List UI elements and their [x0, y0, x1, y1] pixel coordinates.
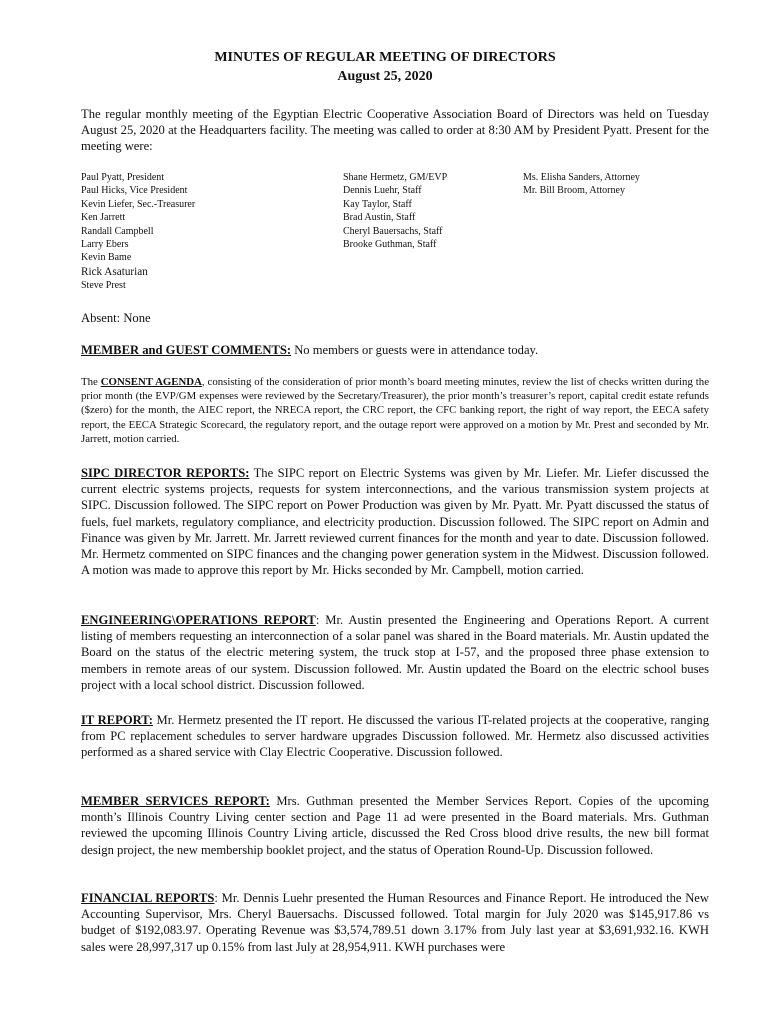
absent-line: Absent: None	[81, 311, 151, 325]
member-guest-comments	[81, 342, 709, 358]
section-heading: IT REPORT:	[81, 713, 153, 727]
attendee: Dennis Luehr, Staff	[343, 185, 422, 197]
section-heading: MEMBER SERVICES REPORT:	[81, 794, 270, 808]
attendee: Shane Hermetz, GM/EVP	[343, 172, 448, 183]
section-text: Mrs. Guthman presented the Member Services Report. Copies of the upcoming month’s Illinois Country Living center section and Page 11 ad were presented in the Board materials. Mrs. Guthman reviewed the upcoming Illinois Country Living article, discussed the Red Cross blood drive results, the new bill format design project, the new membership booklet project, and the status of Operation Round-Up. Discussion followed.	[81, 794, 709, 857]
attendee: Kevin Bame	[81, 252, 132, 264]
financial-reports	[81, 890, 709, 955]
attendees-attorneys	[523, 171, 640, 198]
section-text: Mr. Hermetz presented the IT report. He discussed the various IT-related projects at the cooperative, ranging from PC replacement schedules to server hardware upgrades Discussion followed. Mr. Hermetz also discussed activities performed as a shared service with Clay Electric Cooperative. Discussion followed.	[81, 713, 709, 760]
attendee: Mr. Bill Broom, Attorney	[523, 185, 625, 197]
section-heading: ENGINEERING\OPERATIONS REPORT	[81, 613, 316, 627]
attendee: Cheryl Bauersachs, Staff	[343, 225, 443, 237]
attendee: Larry Ebers	[81, 239, 129, 251]
attendee: Steve Prest	[81, 279, 126, 291]
section-text: The SIPC report on Electric Systems was given by Mr. Liefer. Mr. Liefer discussed the current electric systems projects, requests for system interconnections, and the various transmission system projects at SIPC. Discussion followed. The SIPC report on Power Production was given by Mr. Pyatt. Mr. Pyatt discussed the status of fuels, fuel markets, regulatory compliance, and electricity production. Discussion followed. The SIPC report on Admin and Finance was given by Mr. Jarrett. Mr. Jarrett reviewed current finances for the month and year to date. Discussion followed. Mr. Hermetz commented on SIPC finances and the changing power generation system in the Midwest. Discussion followed. A motion was made to approve this report by Mr. Hicks seconded by Mr. Campbell, motion carried.	[81, 466, 709, 578]
attendee: Kay Taylor, Staff	[343, 198, 412, 210]
consent-agenda	[81, 375, 709, 446]
intro-paragraph: The regular monthly meeting of the Egyptian Electric Cooperative Association Board of Directors was held on Tuesday August 25, 2020 at the Headquarters facility. The meeting was called to order at 8:30 AM by President Pyatt. Present for the meeting were:	[81, 107, 709, 154]
attendee: Brooke Guthman, Staff	[343, 239, 437, 251]
section-heading: SIPC DIRECTOR REPORTS:	[81, 466, 250, 480]
attendee: Brad Austin, Staff	[343, 212, 416, 224]
document-title: MINUTES OF REGULAR MEETING OF DIRECTORS	[214, 50, 556, 65]
section-text: No members or guests were in attendance today.	[291, 343, 539, 357]
sipc-director-reports	[81, 465, 709, 578]
section-heading: MEMBER and GUEST COMMENTS:	[81, 343, 292, 357]
attendee: Rick Asaturian	[81, 265, 148, 278]
attendee: Ken Jarrett	[81, 212, 126, 224]
attendee: Paul Hicks, Vice President	[81, 185, 188, 197]
attendee: Kevin Liefer, Sec.-Treasurer	[81, 198, 196, 210]
section-heading: CONSENT AGENDA	[100, 376, 202, 388]
meeting-date: August 25, 2020	[337, 69, 433, 84]
section-text: , consisting of the consideration of prior month’s board meeting minutes, review the list of checks written during the prior month (the EVP/GM expenses were reviewed by the Secretary/Treasurer), the prior month’s treasurer’s report, capital credit estate refunds ($zero) for the month, the AIEC report, the NRECA report, the CRC report, the CFC banking report, the right of way report, the EECA safety report, the EECA Strategic Scorecard, the regulatory report, and the outage report were approved on a motion by Mr. Prest and seconded by Mr. Jarrett, motion carried.	[81, 376, 709, 445]
attendee: Randall Campbell	[81, 225, 154, 237]
attendee: Paul Pyatt, President	[81, 172, 165, 183]
engineering-operations-report	[81, 612, 709, 693]
section-text: : Mr. Dennis Luehr presented the Human Resources and Finance Report. He introduced the New Accounting Supervisor, Mrs. Cheryl Bauersachs. Discussed followed. Total margin for July 2020 was $145,917.86 vs budget of $192,083.97. Operating Revenue was $3,574,789.51 down 3.17% from July last year at $3,691,932.16. KWH sales were 28,997,317 up 0.15% from last July at 28,954,911. KWH purchases were	[81, 891, 709, 954]
it-report	[81, 712, 709, 761]
section-text: The	[81, 376, 101, 388]
attendee: Ms. Elisha Sanders, Attorney	[523, 172, 640, 183]
attendees-directors	[81, 171, 195, 292]
section-text: : Mr. Austin presented the Engineering and Operations Report. A current listing of members requesting an interconnection of a solar panel was shared in the Board materials. Mr. Austin updated the Board on the status of the electric metering system, the truck stop at I-57, and the proposed three phase extension to members in remote areas of our system. Discussion followed. Mr. Austin updated the Board on the electric school buses project with a local school district. Discussion followed.	[81, 613, 710, 692]
member-services-report	[81, 793, 709, 858]
section-heading: FINANCIAL REPORTS	[81, 891, 215, 905]
attendees-staff	[343, 171, 447, 251]
